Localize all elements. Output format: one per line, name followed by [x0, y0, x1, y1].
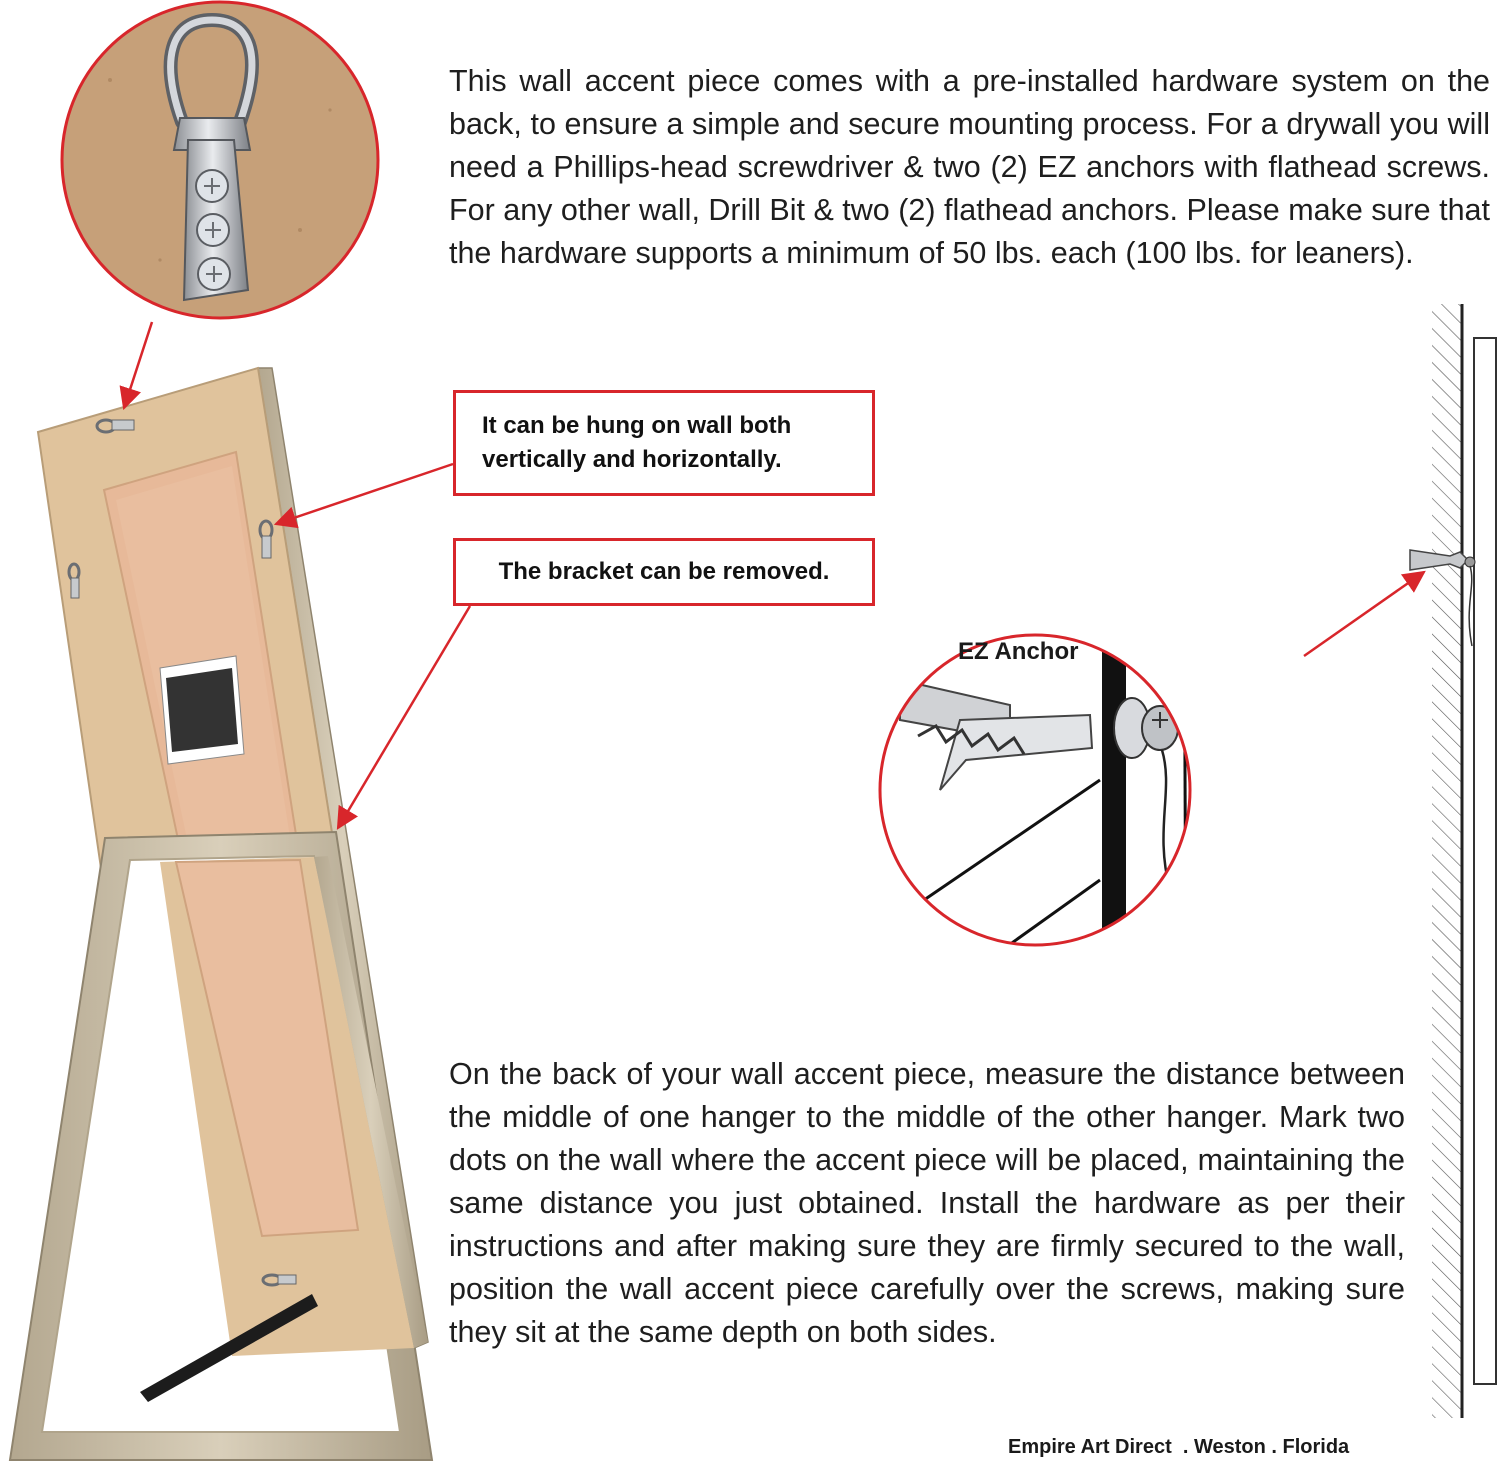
- callout-hang-text: It can be hung on wall both vertically and horizontally.: [482, 412, 792, 473]
- wall-side-view: [1410, 304, 1496, 1418]
- ez-anchor-label: EZ Anchor: [958, 638, 1079, 665]
- callout-bracket-text: The bracket can be removed.: [498, 558, 830, 585]
- intro-paragraph: This wall accent piece comes with a pre-installed hardware system on the back, to ensure a simple and secure mounting process. For a drywall you will need a Phillips-head screwdriver & two (2) EZ anchors with flathead screws. For any other wall, Drill Bit & two (2) flathead anchors. Please make sure that the hardware supports a minimum of 50 lbs. each (100 lbs. for leaners).: [449, 64, 1490, 270]
- instruction-label-sticker: [160, 656, 244, 764]
- installation-steps-paragraph: On the back of your wall accent piece, measure the distance between the middle of one hanger to the middle of the other hanger. Mark two dots on the wall where the accent piece will be placed, maintaining the same distance you just obtained. Install the hardware as per their instructions and after making sure they are firmly secured to the wall, position the wall accent piece carefully over the screws, making sure they sit at the same depth on both sides.: [449, 1057, 1405, 1349]
- ez-anchor-zoom-circle: [880, 540, 1294, 1020]
- callout-hang-orientation: [453, 390, 875, 496]
- arrow-callout-to-bracket: [338, 606, 470, 828]
- footer-company-location: Empire Art Direct . Weston . Florida: [1008, 1436, 1350, 1458]
- arrow-callout-to-side-hanger: [276, 464, 453, 524]
- arrow-circle-to-wall-anchor: [1304, 572, 1424, 656]
- callout-bracket-removable: [453, 538, 875, 606]
- d-ring-zoom-circle: [60, 0, 380, 320]
- arrow-zoom-to-hanger: [124, 322, 152, 408]
